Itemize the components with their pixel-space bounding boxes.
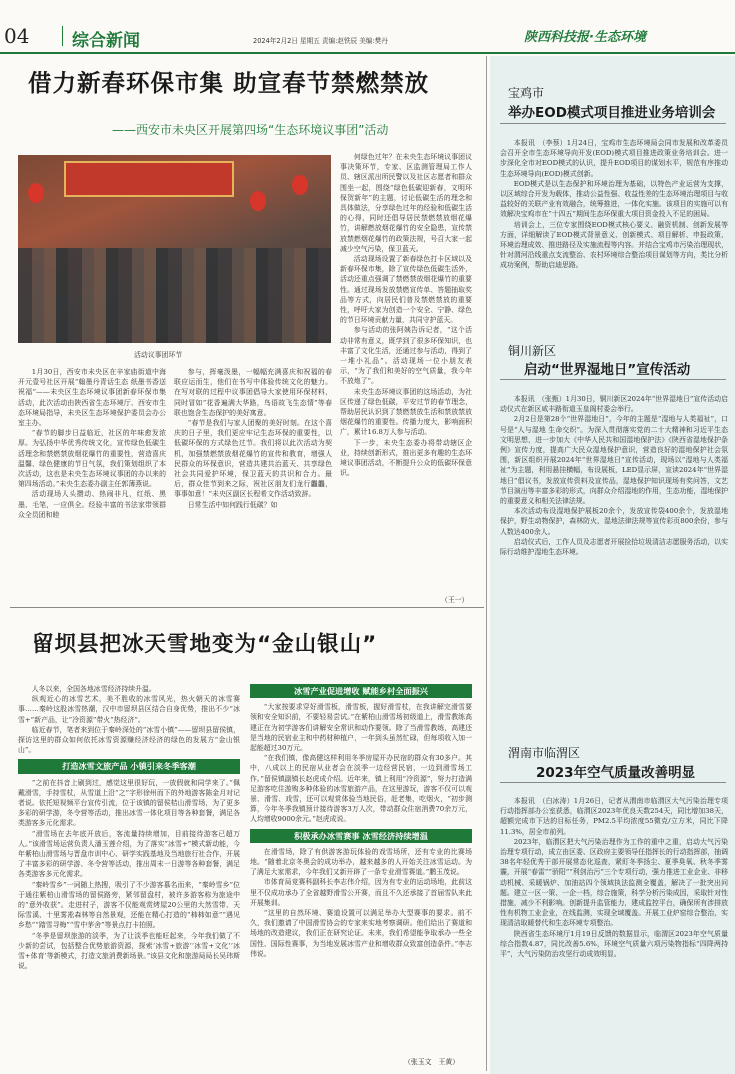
paragraph: 纵观近心的冰雪艺术，美不胜收的冰雪风光，热火朝天的冰雪赛事……秦岭这股冰雪热潮，汉中市留坝县区结合自身优势，推出不少“冰雪+”新产品，让“冷资源”带火“热经济”。 — [18, 695, 240, 724]
lead-photo — [18, 155, 331, 343]
lead-col-1 — [18, 367, 166, 520]
paragraph: “在我们镇，像高健这样利用冬季房屋开办民宿的群众有30多户。其中，八成以上的民宿从业者会在淡季一边经营民宿，一边到滑雪场工作。”留侯镇副镇长赵虎成介绍。近年来，镇上利用“冷资源”，努力打造满足游客吃住游购多种体验的冰雪旅游产品，在这里游玩，游客不仅可以观景、滑雪、戏雪，还可以观赏体验当地民俗，赶老集，吃烟火，“初步测算，今年冬季我镇预计接待游客3万人次，带动群众住宿消费70余万元，人均增收9000余元。”赵虎成说。 — [250, 754, 472, 824]
paragraph: “秦岭雪乡”一词随上热搜，吸引了不少游客慕名而来，“秦岭雪乡”位于通往紫柏山滑雪场的留侯路旁，紧邻留盘村，被许多游客称为旅途中的“意外收获”。走进村子，游客不仅能观赏烤屋20公里的大然雪带、天际雪溪、十里雾凇森林等自然景观，还能在精心打造的“柿柿如意”“遇见乡愁”“踏雪寻梅”“雪中茅舍”等景点打卡拍照。 — [18, 880, 240, 930]
paragraph: “滑雪场在去年底开放后，客流量持续增加，目前接待游客已超万人。”该滑雪场运营负责人潘玉莲介绍，为了落实“冰雪+”模式新动能，今年紫柏山滑雪场与晋盘市训中心、研学实践基地及当地旅行社合作，开展了丰富多彩的研学游、冬令营等活动，推出周末一日游等各种套餐，满足各类游客多元化需求。 — [18, 829, 240, 879]
lead-col-3 — [340, 152, 472, 479]
header-divider — [62, 26, 63, 46]
paragraph: 2023年，临渭区把大气污染治理作为工作的重中之重，启动大气污染治理专项行动，成立由区委、区政府主要领导任指挥长的行动指挥部，抽调38名年轻优秀干部开展常态化巡查，紧盯冬季扬尘、夏季臭氧、秋冬季雾霾，开展“春雷”“骄阳”“利剑治污”三个专项行动，强力推进工业企业、非移动机械、采暖锅炉、加油站四个领域执法监测全覆盖，解决了一批突出问题。建立一区一策、一企一档，综合施策，科学分析污染成因，采取针对性措施，减少不利影响。创新提升监管能力，建成监控平台，确保所有涉排放性有机物工业企业，在线监测，实现全域覆盖。开展工业炉窑综合整治，实现清洁取暖替代和生态环境专项整治。 — [500, 837, 728, 928]
paragraph: 启动仪式后，工作人员及志愿者开展捡拾垃圾清洁志愿服务活动，以实际行动维护湿地生态环境。 — [500, 537, 728, 557]
paragraph: 活动现场设置了新春绿色打卡区域以及新春环保市集，除了宣传绿色低碳生活外，活动还重点强调了禁燃禁放烟花爆竹的重要性。通过现场发放禁燃宣传单、答题抽取奖品等方式，向居民们普及禁燃禁放的重要性，呼吁大家为创造一个安全、宁静、绿色的节日环境贡献力量，共同守护蓝天。 — [340, 255, 472, 325]
brief-city: 铜川新区 — [508, 344, 557, 358]
lantern-icon — [292, 175, 308, 195]
lead-headline: 借力新春环保市集 助宣春节禁燃禁放 — [28, 69, 430, 97]
paragraph: 活动现场人头攒动、热闹非凡，红纸、黑墨、毛笔，一应俱全。经验丰富的书法家带领群众全员团和睦 — [18, 490, 166, 519]
paragraph: 本报讯 （李蔡）1月24日，宝鸡市生态环境局会同市发展和改革委员会召开全市生态环境导向开发(EOD)模式项目推进政策业务培训会。进一步深化全市对EOD模式的认识，提升EOD项目的谋划水平，规范有序推动生态环境导向(EOD)模式创新。 — [500, 139, 728, 178]
paragraph: 参与，挥毫泼墨，一幅幅充满喜庆和祝福的春联应运而生，他们在书写中体验传统文化的魅力。在写对联的过程中议事团倡导大家使用环保材料，同时冒如“花香遍满大华路，鸟语故飞生态情”等春联也饱含生态保护的美好寓意。 — [174, 368, 332, 417]
brief-rule — [500, 123, 726, 124]
lead-author: （王一） — [441, 596, 469, 604]
brief-title: 2023年空气质量改善明显 — [536, 765, 696, 781]
paragraph: EOD模式是以生态保护和环境治理为基础，以特色产业运营为支撑，以区域综合开发为载体，推动公益性强、收益性差的生态环境治理项目与收益较好的关联产业有效融合，统筹推进，一体化实施。该项目的实施可以有效解决宝鸡市在“十四五”期间生态环保重大项目资金投入不足的困局。 — [500, 179, 728, 219]
paragraph: 未央生态环境议事团的这场活动，为社区传递了绿色低碳，平安过节的春节理念，帮助居民认识到了禁燃禁放生活和禁放禁放烟花爆竹的重要性。传播力度大，影响面积广，累计16.8万人参与活动。 — [340, 387, 472, 437]
brief-body — [500, 138, 728, 271]
second-authors: （张玉文 王黄） — [404, 1058, 460, 1066]
brief-city: 渭南市临渭区 — [508, 746, 581, 760]
paragraph: 2月2日是第28个“世界湿地日”，今年的主题是“湿地与人类福祉”，口号是“人与湿地 生命交织”。为深入贯彻落实党的二十大精神和习近平生态文明思想，进一步加大《中华人民共和国湿地保护法》《陕西省湿地保护条例》宣传力度，提高广大民众湿地保护意识，营造良好的湿地保护社会氛围，新区组织开展2024年“世界湿地日”宣传活动，现场以“湿地与人类福祉”为主题，利用悬挂横幅，布设展板，LED显示屏，宣读2024年“世界湿地日”倡议书，发放宣传资料及宣传品，湿地保护知识现场有奖问答，文艺节目演出等丰富多彩的形式，向群众介绍湿地的作用，生态功能，湿地保护的重要意义和相关法律法规。 — [500, 415, 728, 506]
second-col-2 — [250, 684, 472, 959]
brief-body — [500, 796, 728, 959]
paragraph: “大家按要求穿好滑雪板，滑雪板，握好滑雪杖，在我讲解完滑雪要领和安全知识前，不要轻易尝试。”在紫柏山滑雪场初级道上，滑雪教练高建正在为初学游客们讲解安全常识和动作要领。除了当滑雪教练，高建还是当地的民宿业主和中药材种植户，一年到头虽然忙碌，但每项收入加一起能超过30万元。 — [250, 703, 472, 753]
subheading: 积极承办冰雪赛事 冰雪经济持续增温 — [250, 829, 472, 843]
paragraph: “冬季是留坝旅游的淡季，为了让淡季也能旺起来，今年我们做了不少新的尝试，包括整合优势旅游资源，探索‘冰雪+旅游’‘冰雪+文化’‘冰雪+体育’等新模式，打造文旅消费新场景。”该县文化和旅游局局长吴玮斯说。 — [18, 931, 240, 971]
paragraph: 本报讯 （张甄）1月30日，铜川新区2024年“世界湿地日”宣传活动启动仪式在新区咸丰路衔道玉皇阁村委会举行。 — [500, 395, 728, 414]
paragraph: 陕西省生态环境厅1月19日反馈的数据显示，临渭区2023年空气质量综合指数4.87，同比改善5.6%，环境空气质量六项污染物指标“四降两持平”，大气污染防治攻坚行动成效明显。 — [500, 929, 728, 959]
paragraph: 日常生活中如何践行低碳？如 — [187, 500, 278, 509]
paragraph: 何绿色过年？在未央生态环境议事团议事决策环节，专家、区监测管理局工作人员、辖区派出所民警以及社区志愿者和群众围坐一起，围绕“绿色低碳迎新春，文明环保贺新年”的主题，讨论低碳生活的理念和具体做法，分享绿色过年的经验和低碳生活的心得，同时还倡导居民禁燃禁放烟花爆竹，讲解燃放烟花爆竹的安全隐患，宣传禁放禁燃烟花爆竹的政策法规，号召大家一起减少空气污染，保卫蓝天。 — [340, 153, 472, 253]
photo-banner — [64, 161, 234, 197]
brief-city: 宝鸡市 — [508, 86, 545, 100]
photo-caption: 活动议事团环节 — [134, 351, 183, 359]
lead-col-2 — [174, 367, 332, 510]
paragraph: 参与活动的张阿姨告诉记者，“这个活动非常有意义，既学到了很多环保知识，也丰富了文化生活，还通过参与活动，得到了一堆小礼品”。活动现场一位小朋友表示，“为了我们和美好的空气质量，我今年不放炮了”。 — [340, 326, 472, 386]
paragraph: “之前在抖音上刷到过，感觉这里很好玩，一放假就和同学来了。”佩戴滑雪，手持雪杖，从雪道上沿“之”字形徐州而下的外地游客陈金月对记者说。依托短视频平台宣传引流，位于该镇的留侯桔山滑雪场，为了更多多彩的研学游，冬令营等活动，推出冰雪一体化项目等各种套餐，满足各类游客多元化需求。 — [18, 778, 240, 828]
page-number: 04 — [4, 24, 30, 48]
paragraph: 培训会上，三位专家围绕EOD模式核心要义、融资机制、创新发展等方面，详细解读了EOD模式背景意义、创新模式、项目解析、申报政策、环境治理成效、推进路径及实施流程等内容。并结合宝鸡市污染治理现状，针对渭河沿线重点支流整治、农村环境综合整治项目谋划等方向，类比分析成功案例，帮助启迪思路。 — [500, 220, 728, 270]
paragraph: 本报讯 （白冰涛）1月26日，记者从渭南市临渭区大气污染治理专项行动指挥部办公室获悉，临渭区2023年优良天数254天，同比增加38天，超额完成市下达的目标任务，PM2.5平均浓度55微克/立方米，同比下降11.3%，居全市前列。 — [500, 797, 728, 836]
paragraph: 市体育局竞赛科副科长李志伟介绍，因为有专业的运动场地，此前这里不仅成功承办了全省越野滑雪公开赛，而且不久还承接了首届雪队来此开展集训。 — [250, 878, 472, 907]
paragraph: “春节的脚步日益临近，社区的年味愈发浓厚。为弘扬中华优秀传统文化，宣传绿色低碳生活理念和禁燃禁放烟花爆竹的重要性，营造喜庆温馨、绿色健康的节日气氛，我们策划组织了本次活动，这也是未央生态环境议事团的办以来的第四场活动。”未央生态委办副主任郭薄燕说。 — [18, 429, 166, 489]
subheading: 冰雪产业促进增收 赋能乡村全面振兴 — [250, 684, 472, 698]
story-divider — [10, 607, 484, 608]
brief-rule — [500, 379, 726, 380]
brief-body — [500, 394, 728, 557]
date-line: 2024年2月2日 星期五 责编:赵铁辰 美编:樊丹 — [253, 37, 388, 45]
brief-rule — [500, 782, 726, 783]
header-rule — [0, 52, 735, 54]
paragraph: 在滑雪场，除了有供游客游玩体验的戏雪场所，还有专业的比赛场地。“随着北京冬奥会的成功举办，越来越多的人开始关注冰雪运动。为了满足大家需求，今年我们又新开辟了一条专业滑雪赛道。”鹏玉茂说。 — [250, 847, 472, 877]
lantern-icon — [250, 191, 266, 211]
section-name: 综合新闻 — [72, 31, 140, 51]
second-col-1 — [18, 684, 240, 971]
paragraph: “春节是我们与家人团聚的美好时刻。在这个喜庆的日子里，我们更应牢记生态环保的重要性，以低碳环保的方式绿色过节。我们将以此次活动为契机，加强禁燃禁放烟花爆竹的宣传和教育，增强人民群众的环保意识，营造共建共治蓝天、共享绿色社会共同爱护环境，保卫蓝天的共识和合力。最后，群众佳节到来之际，祝社区朋友们龙行龘龘，事事如意！”未央区副区长程希文作活动致辞。 — [174, 419, 332, 499]
paragraph: 下一步，未央生态委办将带动辖区企业，持续创新形式，推出更多有趣的生态环境议事团活动，不断提升公众的低碳环保意识。 — [340, 438, 472, 478]
paragraph: “这里的自然环境、赛道设置可以满足举办大型赛事的要求。前不久，我们邀请了中国滑雪协会的专家来实地考察调研。他们给出了赛道和场地的改造建议，我们正在研究论证。未来，我们希望能争取承办一些全国性、国际性赛事，为当地发展冰雪产业和增收群众致富创造条件。”李志伟说。 — [250, 909, 472, 958]
subheading: 打造冰雪文旅产品 小镇引来冬季客潮 — [18, 759, 240, 773]
lantern-icon — [28, 183, 44, 203]
paragraph: 人冬以来，全国各地冰雪经济持续升温。 — [31, 685, 156, 693]
lead-subtitle: ——西安市未央区开展第四场“生态环境议事团”活动 — [112, 123, 389, 137]
photo-crowd — [18, 248, 331, 343]
brief-title: 举办EOD模式项目推进业务培训会 — [508, 105, 716, 121]
paragraph: 本次活动布设湿地保护展板20余个，发放宣传袋400余个，发放湿地保护，野生动物保护，森林防火，湿地法律法规等宣传彩页800余份，参与人数达400余人。 — [500, 507, 728, 536]
brief-title: 启动“世界湿地日”宣传活动 — [524, 362, 691, 378]
paragraph: 临近春节，笔者来到位于秦岭深处的“冰雪小镇”——留坝县留侯镇，探访这里的群众如何依托冰雪资源赚经济经济的绿色的发展方“金山银山”。 — [18, 725, 240, 755]
column-rule — [486, 56, 487, 1071]
paper-name: 陕西科技报·生态环境 — [524, 30, 646, 45]
second-headline: 留坝县把冰天雪地变为“金山银山” — [32, 632, 378, 657]
paragraph: 1月30日，西安市未央区在辛家庙街道中海开元壹号社区开展“翰墨丹青话生态 纸墨书香送祝福”——未央区生态环境议事团新春环保市集活动，此次活动由陕西省生态环境厅、西安市生态环境局指导，未央区生态环境保护委员会办公室主办。 — [18, 368, 166, 428]
